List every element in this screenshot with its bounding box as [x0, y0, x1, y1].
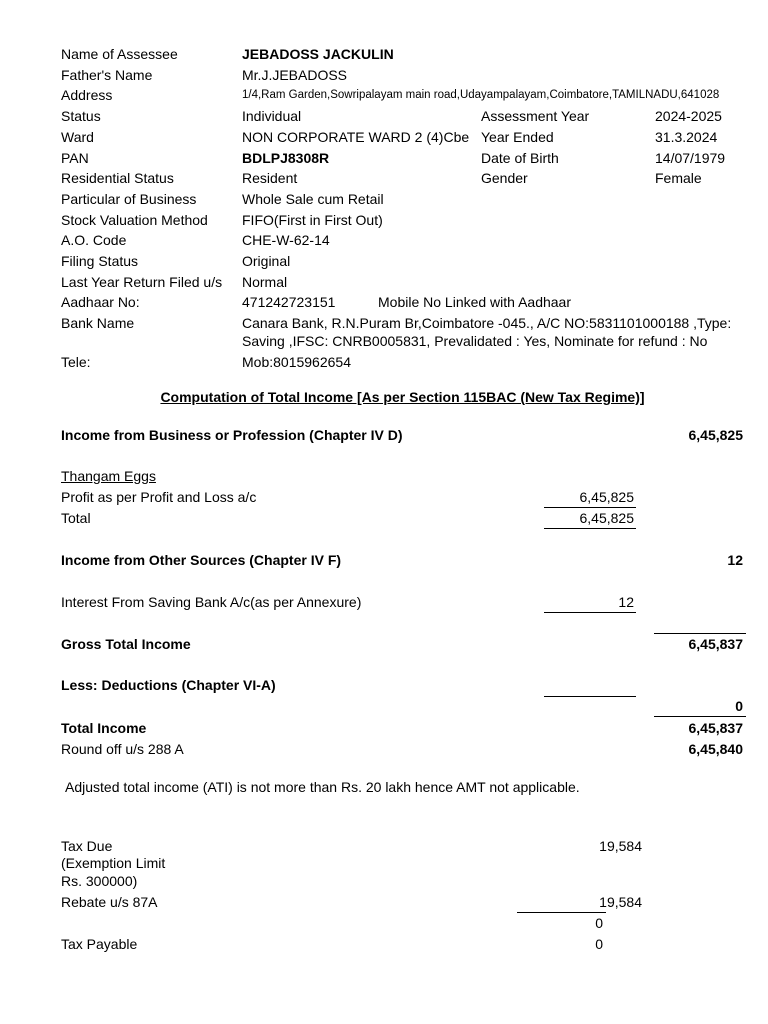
year-ended-value: 31.3.2024 — [655, 129, 718, 145]
rebate-label: Rebate u/s 87A — [61, 894, 158, 910]
ward-value: NON CORPORATE WARD 2 (4)Cbe — [242, 129, 470, 145]
residential-value: Resident — [242, 170, 298, 186]
name-label: Name of Assessee — [61, 46, 178, 62]
gender-value: Female — [655, 170, 702, 186]
gti-label: Gross Total Income — [61, 636, 191, 652]
dob-label: Date of Birth — [481, 150, 559, 166]
assessment-year-value: 2024-2025 — [655, 108, 722, 124]
roundoff-label: Round off u/s 288 A — [61, 741, 184, 757]
business-income-total: 6,45,825 — [688, 427, 743, 443]
ward-label: Ward — [61, 129, 94, 145]
filing-value: Original — [242, 253, 291, 269]
aadhaar-value: 471242723151 — [242, 294, 336, 310]
mobile-linked-note: Mobile No Linked with Aadhaar — [378, 294, 572, 310]
exemption-limit-line-1: (Exemption Limit — [61, 855, 166, 871]
year-ended-label: Year Ended — [481, 129, 554, 145]
filing-label: Filing Status — [61, 253, 139, 269]
profit-label: Profit as per Profit and Loss a/c — [61, 489, 257, 505]
interest-value: 12 — [618, 594, 634, 610]
total-income-overline — [654, 716, 746, 717]
bank-line-1: Canara Bank, R.N.Puram Br,Coimbatore -045., A/C NO:5831101000188 ,Type: — [242, 315, 732, 331]
tele-label: Tele: — [61, 354, 91, 370]
aadhaar-label: Aadhaar No: — [61, 294, 140, 310]
ao-value: CHE-W-62-14 — [242, 232, 330, 248]
amt-note: Adjusted total income (ATI) is not more than Rs. 20 lakh hence AMT not applicable. — [65, 779, 580, 795]
gti-overline — [654, 633, 746, 634]
business-name: Thangam Eggs — [61, 468, 156, 484]
father-label: Father's Name — [61, 67, 153, 83]
tax-payable-value: 0 — [595, 936, 603, 952]
tele-value: Mob:8015962654 — [242, 354, 351, 370]
father-name: Mr.J.JEBADOSS — [242, 67, 348, 83]
business-total-value: 6,45,825 — [579, 510, 634, 526]
business-total-underline — [544, 528, 636, 529]
residential-label: Residential Status — [61, 170, 174, 186]
stock-value: FIFO(First in First Out) — [242, 212, 383, 228]
gti-value: 6,45,837 — [688, 636, 743, 652]
assessment-year-label: Assessment Year — [481, 108, 590, 124]
rebate-underline — [517, 912, 606, 913]
ao-label: A.O. Code — [61, 232, 127, 248]
tax-net-value: 0 — [595, 915, 603, 931]
bank-label: Bank Name — [61, 315, 135, 331]
deductions-label: Less: Deductions (Chapter VI-A) — [61, 677, 276, 693]
total-income-value: 6,45,837 — [688, 720, 743, 736]
address-label: Address — [61, 87, 113, 103]
gender-label: Gender — [481, 170, 528, 186]
last-return-value: Normal — [242, 274, 288, 290]
dob-value: 14/07/1979 — [655, 150, 726, 166]
interest-label: Interest From Saving Bank A/c(as per Annexure) — [61, 594, 362, 610]
profit-underline — [544, 507, 636, 508]
interest-underline — [544, 612, 636, 613]
tax-due-value: 19,584 — [599, 838, 642, 854]
other-sources-total: 12 — [727, 552, 743, 568]
business-total-label: Total — [61, 510, 91, 526]
bank-line-2: Saving ,IFSC: CNRB0005831, Prevalidated : Yes, Nominate for refund : No — [242, 333, 708, 349]
exemption-limit-line-2: Rs. 300000) — [61, 873, 138, 889]
rebate-value: 19,584 — [599, 894, 642, 910]
other-sources-heading: Income from Other Sources (Chapter IV F) — [61, 552, 342, 568]
deductions-value: 0 — [735, 698, 743, 714]
assessee-name: JEBADOSS JACKULIN — [242, 46, 394, 62]
business-label: Particular of Business — [61, 191, 197, 207]
stock-label: Stock Valuation Method — [61, 212, 208, 228]
business-income-heading: Income from Business or Profession (Chapter IV D) — [61, 427, 403, 443]
pan-value: BDLPJ8308R — [242, 150, 330, 166]
roundoff-value: 6,45,840 — [688, 741, 743, 757]
status-label: Status — [61, 108, 101, 124]
status-value: Individual — [242, 108, 302, 124]
deductions-underline — [544, 696, 636, 697]
business-value: Whole Sale cum Retail — [242, 191, 384, 207]
computation-title: Computation of Total Income [As per Section 115BAC (New Tax Regime)] — [160, 389, 645, 405]
address-value: 1/4,Ram Garden,Sowripalayam main road,Udayampalayam,Coimbatore,TAMILNADU,641028 — [242, 89, 720, 101]
total-income-label: Total Income — [61, 720, 147, 736]
tax-due-label: Tax Due — [61, 838, 113, 854]
profit-value: 6,45,825 — [579, 489, 634, 505]
pan-label: PAN — [61, 150, 89, 166]
last-return-label: Last Year Return Filed u/s — [61, 274, 223, 290]
tax-payable-label: Tax Payable — [61, 936, 138, 952]
